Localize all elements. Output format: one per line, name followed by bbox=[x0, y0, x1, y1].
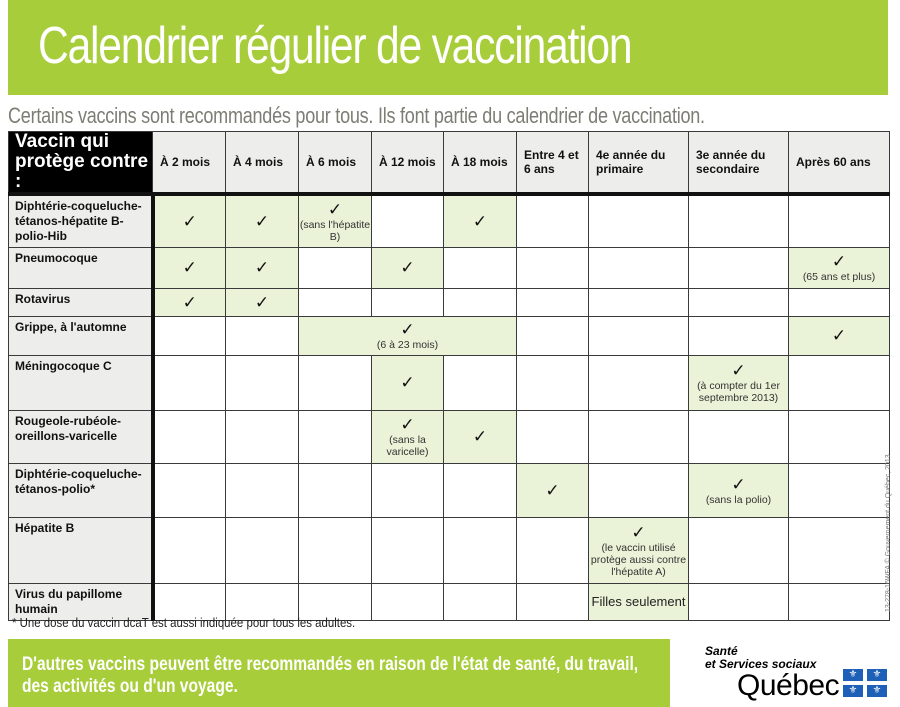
table-header-row bbox=[9, 132, 890, 195]
schedule-cell bbox=[226, 464, 299, 518]
schedule-cell bbox=[153, 411, 226, 464]
checkmark-icon: ✓ bbox=[400, 258, 415, 277]
checkmark-icon: ✓ bbox=[327, 199, 343, 219]
column-header: À 18 mois bbox=[444, 132, 517, 195]
schedule-cell bbox=[517, 317, 589, 356]
checkmark-icon: ✓ bbox=[472, 427, 488, 446]
fleur-de-lis-flag-icon: ⚜ ⚜ ⚜ ⚜ bbox=[843, 669, 887, 697]
copyright-side-text: 13-278-16WFA © Gouvernement du Québec, 2013 bbox=[885, 454, 892, 612]
schedule-cell bbox=[689, 356, 789, 411]
schedule-cell bbox=[299, 356, 372, 411]
checkmark-icon: ✓ bbox=[472, 211, 488, 231]
footnote: * Une dose du vaccin dcaT est aussi indiquée pour tous les adultes. bbox=[12, 615, 356, 630]
schedule-cell bbox=[444, 248, 517, 289]
checkmark-icon: ✓ bbox=[400, 320, 415, 339]
cell-text: Filles seulement bbox=[591, 594, 686, 609]
column-header: À 6 mois bbox=[299, 132, 372, 195]
schedule-cell bbox=[689, 411, 789, 464]
schedule-cell bbox=[589, 411, 689, 464]
schedule-cell bbox=[226, 194, 299, 248]
checkmark-icon: ✓ bbox=[182, 292, 197, 312]
quebec-logo bbox=[705, 645, 895, 705]
vaccine-name: Pneumocoque bbox=[9, 248, 153, 289]
schedule-cell bbox=[153, 518, 226, 584]
vaccine-name: Rotavirus bbox=[9, 289, 153, 317]
column-header: 3e année du secondaire bbox=[689, 132, 789, 195]
schedule-cell bbox=[372, 584, 444, 621]
schedule-cell bbox=[517, 584, 589, 621]
schedule-cell bbox=[153, 356, 226, 411]
table-row bbox=[9, 464, 890, 518]
table-row bbox=[9, 356, 890, 411]
schedule-cell bbox=[226, 248, 299, 289]
checkmark-icon: ✓ bbox=[254, 211, 270, 231]
cell-note: (6 à 23 mois) bbox=[376, 339, 439, 351]
bottom-banner bbox=[8, 639, 670, 707]
schedule-cell bbox=[517, 356, 589, 411]
schedule-cell bbox=[589, 464, 689, 518]
schedule-cell bbox=[153, 317, 226, 356]
schedule-cell bbox=[372, 356, 444, 411]
schedule-cell bbox=[789, 518, 890, 584]
schedule-cell bbox=[372, 248, 444, 289]
schedule-cell bbox=[444, 194, 517, 248]
schedule-cell bbox=[372, 518, 444, 584]
title-banner bbox=[8, 0, 888, 95]
schedule-cell bbox=[589, 518, 689, 584]
bottom-message: D'autres vaccins peuvent être recommandés en raison de l'état de santé, du travail, des activités ou d'un voyage. bbox=[22, 654, 639, 697]
schedule-cell bbox=[226, 411, 299, 464]
schedule-cell bbox=[789, 248, 890, 289]
page-title: Calendrier régulier de vaccination bbox=[38, 17, 632, 75]
subtitle: Certains vaccins sont recommandés pour tous. Ils font partie du calendrier de vaccination. bbox=[8, 103, 705, 128]
checkmark-icon: ✓ bbox=[731, 474, 746, 494]
schedule-cell bbox=[689, 194, 789, 248]
schedule-cell bbox=[226, 518, 299, 584]
schedule-cell bbox=[517, 194, 589, 248]
table-row bbox=[9, 317, 890, 356]
column-header: 4e année du primaire bbox=[589, 132, 689, 195]
schedule-cell bbox=[153, 464, 226, 518]
vaccine-name: Hépatite B bbox=[9, 518, 153, 584]
schedule-cell bbox=[444, 356, 517, 411]
vaccine-name: Virus du papillome humain bbox=[9, 584, 153, 621]
schedule-cell bbox=[517, 248, 589, 289]
schedule-cell bbox=[789, 584, 890, 621]
cell-note: (à compter du 1er septembre 2013) bbox=[697, 380, 780, 404]
table-row bbox=[9, 194, 890, 248]
schedule-cell bbox=[226, 356, 299, 411]
checkmark-icon: ✓ bbox=[831, 252, 847, 271]
table-row bbox=[9, 248, 890, 289]
vaccine-name: Méningocoque C bbox=[9, 356, 153, 411]
schedule-cell bbox=[226, 317, 299, 356]
checkmark-icon: ✓ bbox=[182, 258, 197, 277]
schedule-cell bbox=[789, 289, 890, 317]
schedule-cell bbox=[299, 518, 372, 584]
schedule-cell bbox=[226, 289, 299, 317]
cell-note: (le vaccin utilisé protège aussi contre l'hépatite A) bbox=[590, 541, 687, 578]
logo-line1: Santé bbox=[705, 644, 738, 658]
schedule-cell bbox=[589, 289, 689, 317]
table-row bbox=[9, 518, 890, 584]
schedule-cell bbox=[299, 194, 372, 248]
logo-line2: et Services sociaux bbox=[705, 657, 817, 671]
schedule-cell bbox=[517, 411, 589, 464]
schedule-cell bbox=[689, 289, 789, 317]
schedule-cell bbox=[153, 248, 226, 289]
column-header-vaccine: Vaccin qui protège contre : bbox=[9, 132, 153, 195]
schedule-cell bbox=[789, 356, 890, 411]
vaccine-name: Grippe, à l'automne bbox=[9, 317, 153, 356]
schedule-cell bbox=[444, 411, 517, 464]
checkmark-icon: ✓ bbox=[831, 326, 847, 345]
schedule-cell bbox=[689, 584, 789, 621]
cell-note: (sans la polio) bbox=[705, 493, 772, 506]
schedule-cell bbox=[299, 317, 517, 356]
schedule-cell bbox=[299, 289, 372, 317]
schedule-cell bbox=[589, 356, 689, 411]
schedule-cell bbox=[444, 464, 517, 518]
vaccination-schedule-table bbox=[8, 131, 890, 621]
schedule-cell bbox=[517, 518, 589, 584]
column-header: À 4 mois bbox=[226, 132, 299, 195]
schedule-cell bbox=[444, 518, 517, 584]
schedule-cell bbox=[689, 248, 789, 289]
schedule-cell bbox=[372, 194, 444, 248]
vaccine-name: Diphtérie-coqueluche-tétanos-polio* bbox=[9, 464, 153, 518]
schedule-cell bbox=[589, 248, 689, 289]
schedule-cell bbox=[589, 584, 689, 621]
vaccine-name: Rougeole-rubéole-oreillons-varicelle bbox=[9, 411, 153, 464]
checkmark-icon: ✓ bbox=[545, 480, 560, 500]
checkmark-icon: ✓ bbox=[731, 361, 746, 380]
checkmark-icon: ✓ bbox=[631, 522, 646, 542]
checkmark-icon: ✓ bbox=[400, 415, 415, 434]
vaccine-name: Diphtérie-coqueluche-tétanos-hépatite B-polio-Hib bbox=[9, 194, 153, 248]
schedule-cell bbox=[517, 289, 589, 317]
schedule-cell bbox=[789, 411, 890, 464]
schedule-cell bbox=[372, 411, 444, 464]
schedule-cell bbox=[372, 289, 444, 317]
schedule-cell bbox=[689, 518, 789, 584]
column-header: Entre 4 et 6 ans bbox=[517, 132, 589, 195]
column-header: Après 60 ans bbox=[789, 132, 890, 195]
schedule-cell bbox=[689, 464, 789, 518]
schedule-cell bbox=[517, 464, 589, 518]
table-row bbox=[9, 289, 890, 317]
checkmark-icon: ✓ bbox=[254, 258, 270, 277]
schedule-cell bbox=[589, 194, 689, 248]
table-row bbox=[9, 411, 890, 464]
column-header: À 12 mois bbox=[372, 132, 444, 195]
schedule-cell bbox=[153, 289, 226, 317]
schedule-cell bbox=[372, 464, 444, 518]
schedule-cell bbox=[689, 317, 789, 356]
schedule-cell bbox=[789, 464, 890, 518]
schedule-cell bbox=[789, 194, 890, 248]
schedule-cell bbox=[153, 194, 226, 248]
schedule-cell bbox=[299, 464, 372, 518]
schedule-cell bbox=[299, 248, 372, 289]
checkmark-icon: ✓ bbox=[182, 211, 197, 231]
logo-name: Québec bbox=[737, 669, 840, 702]
column-header: À 2 mois bbox=[153, 132, 226, 195]
schedule-cell bbox=[299, 411, 372, 464]
cell-note: (65 ans et plus) bbox=[802, 271, 876, 283]
checkmark-icon: ✓ bbox=[400, 373, 415, 392]
cell-note: (sans la varicelle) bbox=[386, 434, 429, 458]
schedule-cell bbox=[589, 317, 689, 356]
schedule-cell bbox=[444, 289, 517, 317]
cell-note: (sans l'hépatite B) bbox=[299, 218, 371, 243]
checkmark-icon: ✓ bbox=[254, 292, 270, 312]
schedule-cell bbox=[444, 584, 517, 621]
schedule-cell bbox=[789, 317, 890, 356]
